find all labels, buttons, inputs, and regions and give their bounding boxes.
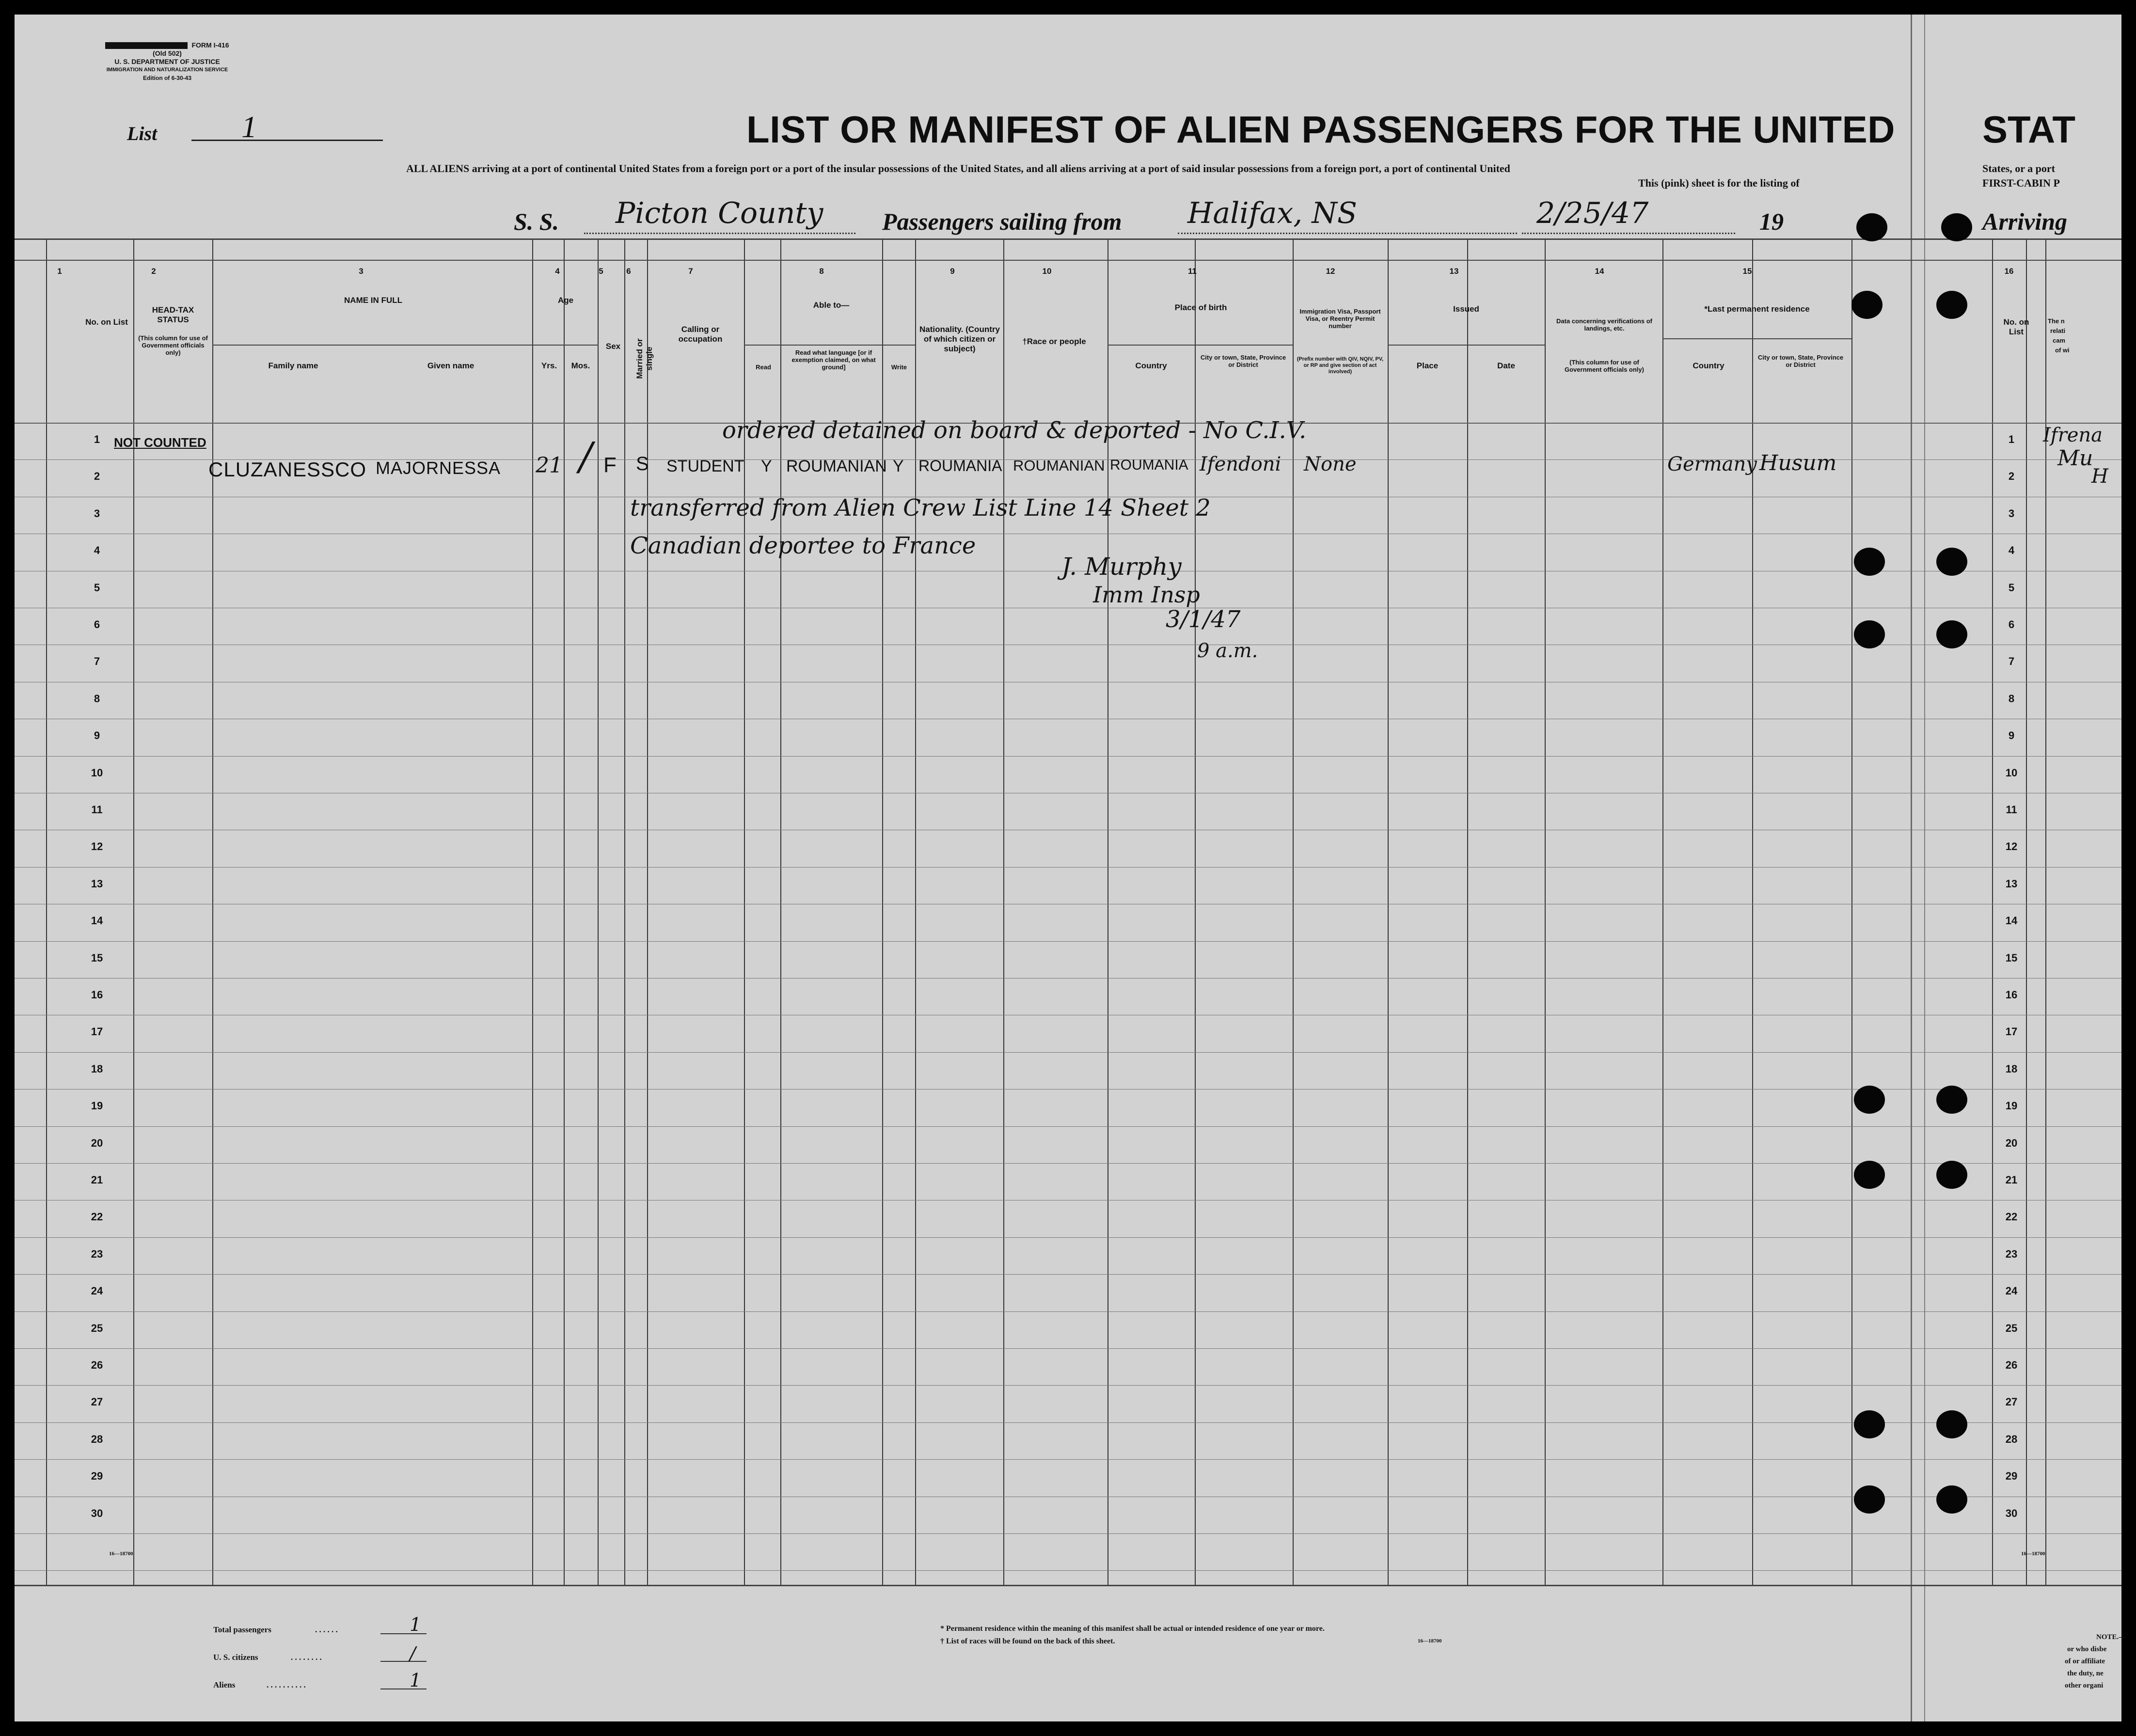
grid-column-line	[1545, 238, 1546, 1585]
header-right-partial-4: of wi	[2055, 347, 2070, 354]
entry-birth-city: Ifendoni	[1200, 453, 1282, 475]
row-number-right: 27	[2005, 1396, 2018, 1408]
row-number: 6	[94, 618, 100, 631]
column-number: 9	[950, 267, 955, 276]
row-number-right: 19	[2005, 1100, 2018, 1112]
grid-row-line	[15, 867, 2121, 868]
row-number: 9	[94, 729, 100, 742]
entry-family-name: CLUZANESSCO	[208, 458, 367, 481]
row-number-right: 14	[2005, 915, 2018, 927]
grid-row-line	[15, 1052, 2121, 1053]
sailing-date: 2/25/47	[1536, 196, 1649, 230]
row-number-right: 11	[2006, 804, 2017, 816]
entry-read: Y	[761, 457, 772, 475]
grid-header-line	[15, 260, 2121, 261]
arriving-label: Arriving	[1982, 208, 2068, 235]
header-verifications: Data concerning verifications of landings, etc.	[1556, 317, 1652, 332]
grid-row-line	[15, 1274, 2121, 1275]
grid-column-line	[212, 238, 213, 1585]
status-stamp: NOT COUNTED	[114, 435, 206, 450]
right-note-2: or who disbe	[2067, 1645, 2107, 1653]
row-number-right: 12	[2005, 840, 2018, 853]
row-number: 20	[91, 1136, 103, 1149]
grid-column-line	[1752, 238, 1753, 1585]
header-last-residence: *Last permanent residence	[1704, 304, 1810, 314]
grid-column-line	[1662, 238, 1663, 1585]
form-code-left: 16—18700	[109, 1551, 133, 1557]
inspector-signature: J. Murphy	[1061, 552, 1182, 581]
department-name: U. S. DEPARTMENT OF JUSTICE	[114, 58, 220, 65]
row-number: 8	[94, 692, 100, 705]
row-number-right: 17	[2005, 1026, 2018, 1038]
entry-visa: None	[1304, 453, 1357, 475]
edition-date: Edition of 6-30-43	[142, 75, 191, 81]
grid-row-line	[15, 1163, 2121, 1164]
row-number: 5	[94, 581, 100, 594]
header-right-partial-2: relati	[2050, 327, 2066, 334]
footnote-residence: * Permanent residence within the meaning of this manifest shall be actual or intended residence of one year or more.	[940, 1625, 1325, 1633]
punch-hole	[1851, 291, 1883, 319]
grid-bottom-line	[15, 1585, 2121, 1586]
punch-hole	[1936, 1485, 1967, 1514]
form-identifier	[87, 41, 247, 82]
row-number-right: 21	[2005, 1174, 2018, 1186]
row-number-right: 13	[2005, 877, 2018, 890]
header-nationality: Nationality. (Country of which citizen or subject)	[919, 325, 1000, 353]
header-issued-date: Date	[1497, 361, 1515, 370]
punch-hole	[1856, 213, 1887, 241]
row-number-right: 6	[2008, 618, 2015, 631]
header-immigration-visa: Immigration Visa, Passport Visa, or Reentry Permit number	[1299, 308, 1381, 330]
row-number: 24	[91, 1285, 103, 1297]
header-race: †Race or people	[1022, 337, 1086, 346]
row-number: 11	[91, 804, 103, 816]
row-number: 3	[94, 507, 100, 520]
grid-column-line	[532, 238, 533, 1585]
row-number: 14	[91, 915, 103, 927]
header-birth-country: Country	[1135, 361, 1167, 370]
inspector-title: Imm Insp	[1093, 582, 1200, 608]
row-number-right: 7	[2008, 655, 2015, 668]
grid-column-line	[1467, 238, 1468, 1585]
row-number: 17	[91, 1026, 103, 1038]
header-no-on-list: No. on List	[85, 317, 128, 327]
grid-column-line	[2026, 238, 2027, 1585]
grid-row-line	[15, 1237, 2121, 1238]
row-number: 29	[91, 1470, 103, 1483]
grid-row-line	[15, 1459, 2121, 1460]
punch-hole	[1854, 1485, 1885, 1514]
punch-hole	[1854, 548, 1885, 576]
row-number: 7	[94, 655, 100, 668]
row-number-right: 16	[2005, 989, 2018, 1001]
total-passengers-value: 1	[410, 1614, 422, 1635]
intro-line-2: This (pink) sheet is for the listing of	[1638, 177, 1800, 189]
entry-race: ROUMANIAN	[1013, 457, 1105, 474]
grid-column-line	[564, 238, 565, 1585]
row-number: 10	[91, 766, 103, 779]
intro-line-1: ALL ALIENS arriving at a port of continental United States from a foreign port or a port of the insular possessions of the United States, and all aliens arriving at a port of said insular possessions from a foreign port, a port of continental United	[406, 162, 1510, 174]
column-number: 11	[1188, 267, 1197, 276]
right-intro-line-1: States, or a port	[1982, 162, 2055, 174]
us-citizens-label: U. S. citizens	[213, 1653, 258, 1662]
ss-label: S. S.	[514, 208, 559, 235]
grid-subheader-line	[1662, 338, 1851, 339]
row-number-right: 22	[2005, 1211, 2018, 1223]
header-name-in-full: NAME IN FULL	[344, 296, 402, 305]
header-residence-city: City or town, State, Province or District	[1757, 354, 1844, 368]
row-number: 19	[91, 1100, 103, 1112]
sailing-port: Halifax, NS	[1187, 196, 1358, 230]
column-number: 6	[626, 267, 631, 276]
right-margin-note-1: Ifrena	[2043, 424, 2103, 446]
list-underline	[191, 140, 383, 141]
header-right-no-on-list: No. on List	[2003, 317, 2029, 336]
punch-hole	[1854, 620, 1885, 648]
row-number-right: 20	[2005, 1136, 2018, 1149]
row-number: 2	[94, 470, 100, 483]
row-number-right: 26	[2005, 1359, 2018, 1371]
column-number: 1	[57, 267, 62, 276]
entry-birth-country: ROUMANIA	[1110, 457, 1188, 473]
form-number: FORM I-416	[191, 41, 229, 49]
row-number: 27	[91, 1396, 103, 1408]
grid-row-line	[15, 756, 2121, 757]
row-number-right: 15	[2005, 951, 2018, 964]
row-number: 1	[94, 433, 100, 445]
entry-occupation: STUDENT	[666, 457, 744, 475]
column-number: 14	[1595, 267, 1604, 276]
punch-hole	[1936, 548, 1967, 576]
row-number: 22	[91, 1211, 103, 1223]
grid-header-line	[15, 238, 2121, 240]
grid-column-line	[1388, 238, 1389, 1585]
page-title: LIST OR MANIFEST OF ALIEN PASSENGERS FOR THE UNITED	[746, 108, 1895, 151]
row-number-right: 9	[2008, 729, 2015, 742]
row-number-right: 23	[2005, 1247, 2018, 1260]
row-number-right: 29	[2005, 1470, 2018, 1483]
entry-age: 21	[536, 453, 563, 478]
row-number-right: 3	[2008, 507, 2015, 520]
annotation-canadian-deportee: Canadian deportee to France	[630, 532, 976, 559]
grid-column-line	[1992, 238, 1993, 1585]
right-margin-note-2: Mu	[2057, 446, 2093, 471]
row-number: 13	[91, 877, 103, 890]
right-intro-line-2: FIRST-CABIN P	[1982, 177, 2060, 189]
entry-write: Y	[893, 457, 904, 475]
row-number: 16	[91, 989, 103, 1001]
entry-nationality: ROUMANIA	[918, 457, 1002, 474]
annotation-deported: ordered detained on board & deported - No C.I.V.	[722, 417, 1307, 444]
row-number: 12	[91, 840, 103, 853]
grid-row-line	[15, 1570, 2121, 1571]
punch-hole	[1854, 1161, 1885, 1189]
right-note-5: other organi	[2065, 1682, 2104, 1689]
header-right-partial-3: cam	[2053, 337, 2066, 344]
grid-column-line	[598, 238, 599, 1585]
column-number: 12	[1326, 267, 1335, 276]
grid-row-line	[15, 1385, 2121, 1386]
header-able-to: Able to—	[813, 300, 850, 310]
punch-hole	[1936, 291, 1967, 319]
row-number-right: 2	[2008, 470, 2015, 483]
right-note-3: of or affiliate	[2065, 1657, 2105, 1665]
header-right-partial-1: The n	[2048, 317, 2065, 325]
column-number: 10	[1042, 267, 1052, 276]
total-passengers-label: Total passengers	[213, 1625, 271, 1634]
entry-given-name: MAJORNESSA	[376, 458, 501, 478]
service-name: IMMIGRATION AND NATURALIZATION SERVICE	[106, 67, 228, 73]
sailing-label: Passengers sailing from	[882, 208, 1122, 235]
grid-row-line	[15, 1126, 2121, 1127]
header-given-name: Given name	[427, 361, 475, 370]
column-number: 8	[819, 267, 824, 276]
footnote-races: † List of races will be found on the back of this sheet.	[940, 1637, 1115, 1645]
entry-marital: S	[636, 453, 649, 474]
entry-residence-country: Germany	[1667, 453, 1757, 475]
header-issued: Issued	[1453, 304, 1479, 314]
grid-row-line	[15, 1533, 2121, 1534]
row-number: 26	[91, 1359, 103, 1371]
grid-row-line	[15, 1422, 2121, 1423]
row-number: 18	[91, 1062, 103, 1075]
grid-column-line	[624, 238, 625, 1585]
header-sex: Sex	[605, 342, 621, 351]
row-number: 23	[91, 1247, 103, 1260]
footnote-code: 16—18700	[1418, 1638, 1442, 1644]
header-visa-note: (Prefix number with QIV, NQIV, PV, or RP and give section of act involved)	[1297, 356, 1384, 375]
aliens-value: 1	[410, 1670, 422, 1691]
column-number: 15	[1742, 267, 1752, 276]
row-number: 4	[94, 544, 100, 557]
signature-date: 3/1/47	[1166, 606, 1241, 633]
header-write: Write	[891, 363, 907, 371]
right-note-4: the duty, ne	[2067, 1670, 2104, 1677]
row-number: 25	[91, 1322, 103, 1334]
header-head-tax: HEAD-TAX STATUS	[152, 305, 194, 324]
total-leader: . . . . . .	[315, 1625, 338, 1634]
grid-row-line	[15, 1348, 2121, 1349]
grid-subheader-line	[1108, 345, 1293, 346]
header-calling: Calling or occupation	[678, 325, 723, 344]
redacted-mark	[105, 42, 188, 49]
page-title-continued: STAT	[1982, 108, 2076, 151]
right-margin-note-3: H	[2091, 465, 2108, 488]
year-prefix: 19	[1759, 208, 1784, 235]
row-number-right: 18	[2005, 1062, 2018, 1075]
header-read: Read	[756, 363, 771, 371]
row-number: 21	[91, 1174, 103, 1186]
header-birth-city: City or town, State, Province or District	[1200, 354, 1286, 368]
citizens-leader: . . . . . . . .	[291, 1653, 322, 1662]
column-number: 4	[555, 267, 560, 276]
annotation-transferred: transferred from Alien Crew List Line 14 Sheet 2	[630, 494, 1211, 521]
row-number-right: 24	[2005, 1285, 2018, 1297]
list-label: List	[127, 123, 158, 144]
row-number: 28	[91, 1433, 103, 1445]
column-number: 5	[599, 267, 603, 276]
row-number-right: 25	[2005, 1322, 2018, 1334]
entry-mos: /	[579, 434, 592, 479]
old-form-number: (Old 502)	[153, 49, 182, 57]
aliens-leader: . . . . . . . . . .	[267, 1680, 306, 1689]
grid-column-line	[46, 238, 47, 1585]
header-age: Age	[557, 296, 574, 305]
row-number-right: 8	[2008, 692, 2015, 705]
header-family-name: Family name	[268, 361, 318, 370]
signature-time: 9 a.m.	[1197, 640, 1258, 662]
header-issued-place: Place	[1416, 361, 1439, 370]
grid-row-line	[15, 1311, 2121, 1312]
punch-hole	[1936, 1161, 1967, 1189]
header-yrs: Yrs.	[541, 361, 557, 370]
grid-subheader-line	[212, 345, 599, 346]
header-place-of-birth: Place of birth	[1174, 303, 1227, 312]
grid-subheader-line	[744, 345, 915, 346]
us-citizens-value: /	[410, 1643, 416, 1664]
row-number: 30	[91, 1507, 103, 1519]
column-number: 3	[359, 267, 364, 276]
entry-read-language: ROUMANIAN	[786, 457, 887, 475]
ship-name: Picton County	[616, 196, 823, 230]
grid-row-line	[15, 941, 2121, 942]
grid-column-line	[647, 238, 648, 1585]
row-number-right: 5	[2008, 581, 2015, 594]
header-read-language: Read what language [or if exemption claimed, on what ground]	[791, 349, 876, 371]
form-code-right: 16—18700	[2021, 1551, 2045, 1557]
column-number: 16	[2004, 267, 2014, 276]
header-verifications-note: (This column for use of Government officials only)	[1565, 359, 1644, 373]
punch-hole	[1854, 1410, 1885, 1438]
header-mos: Mos.	[571, 361, 590, 370]
punch-hole	[1941, 213, 1972, 241]
aliens-label: Aliens	[213, 1680, 236, 1689]
row-number-right: 1	[2008, 433, 2015, 445]
right-note-1: NOTE.—	[2096, 1633, 2126, 1641]
citizens-line	[380, 1661, 427, 1662]
column-number: 2	[151, 267, 156, 276]
punch-hole	[1936, 1086, 1967, 1114]
list-number: 1	[241, 110, 257, 144]
header-head-tax-note: (This column for use of Government officials only)	[138, 334, 208, 356]
header-married: Married or single	[635, 338, 654, 379]
entry-residence-city: Husum	[1759, 451, 1837, 475]
date-line	[1522, 233, 1735, 234]
header-residence-country: Country	[1693, 361, 1725, 370]
port-line	[1178, 233, 1517, 234]
row-number-right: 30	[2005, 1507, 2018, 1519]
punch-hole	[1936, 620, 1967, 648]
column-number: 7	[688, 267, 693, 276]
row-number-right: 10	[2005, 766, 2018, 779]
row-number-right: 28	[2005, 1433, 2018, 1445]
column-number: 13	[1449, 267, 1459, 276]
ship-name-line	[584, 233, 855, 234]
row-number: 15	[91, 951, 103, 964]
entry-sex: F	[603, 453, 617, 477]
row-number-right: 4	[2008, 544, 2015, 557]
punch-hole	[1854, 1086, 1885, 1114]
grid-column-line	[1851, 238, 1852, 1585]
punch-hole	[1936, 1410, 1967, 1438]
manifest-sheet	[15, 15, 2126, 1721]
grid-subheader-line	[1388, 345, 1545, 346]
